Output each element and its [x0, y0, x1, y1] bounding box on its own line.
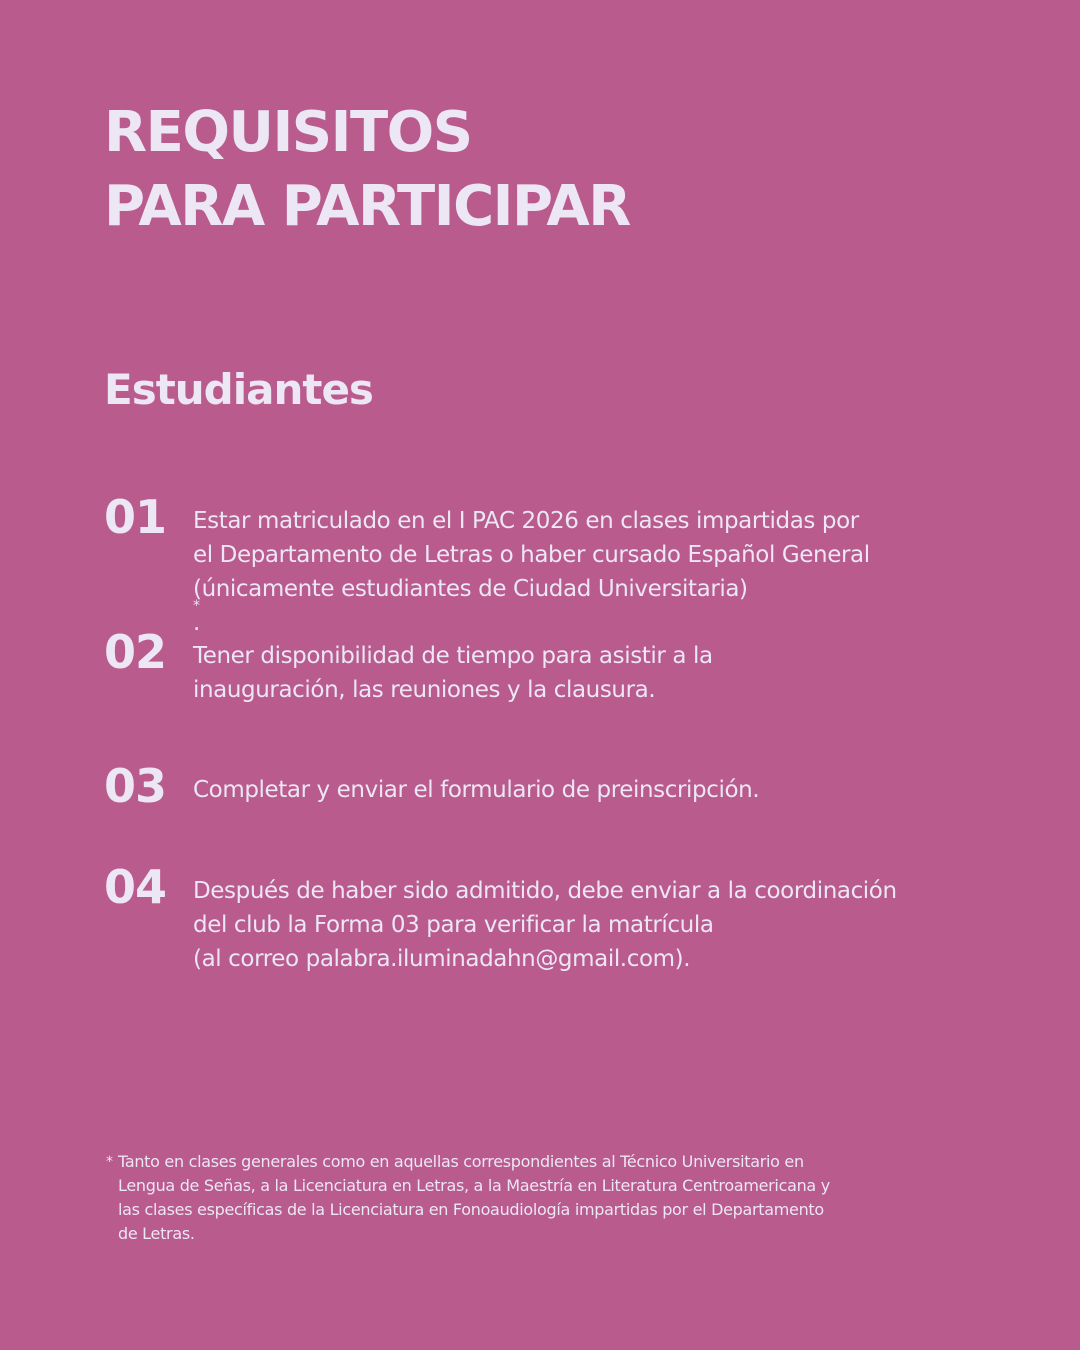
requirement-number: 02: [104, 625, 167, 679]
requirement-number: 04: [104, 860, 167, 914]
footnote-text: [118, 1150, 830, 1246]
requirement-line-end: .: [193, 610, 200, 636]
requirement-line: del club la Forma 03 para verificar la matrícula: [193, 912, 714, 938]
page-title: [104, 96, 630, 244]
page-title-line-2: PARA PARTICIPAR: [104, 174, 630, 239]
requirement-number: 03: [104, 759, 167, 813]
requirement-line: Después de haber sido admitido, debe enviar a la coordinación: [193, 878, 897, 904]
requirement-line: (al correo palabra.iluminadahn@gmail.com).: [193, 946, 691, 972]
requirement-text: [193, 874, 1008, 976]
requirement-line: el Departamento de Letras o haber cursado Español General: [193, 542, 870, 568]
requirement-text: [193, 773, 1008, 807]
requirement-text: [193, 504, 1008, 640]
requirement-line: Completar y enviar el formulario de preinscripción.: [193, 777, 760, 803]
requirement-text: [193, 639, 1008, 707]
footnote-line: de Letras.: [118, 1224, 195, 1243]
page-title-line-1: REQUISITOS: [104, 100, 472, 165]
requirement-line: inauguración, las reuniones y la clausura.: [193, 677, 656, 703]
footnote-marker: *: [106, 1154, 113, 1170]
requirement-line-last: (únicamente estudiantes de Ciudad Universitaria) * .: [193, 576, 748, 636]
footnote-line: Lengua de Señas, a la Licenciatura en Letras, a la Maestría en Literatura Centroamericana y: [118, 1176, 830, 1195]
requirement-number: 01: [104, 490, 167, 544]
footnote-line: Tanto en clases generales como en aquellas correspondientes al Técnico Universitario en: [118, 1152, 804, 1171]
footnote-line: las clases específicas de la Licenciatura en Fonoaudiología impartidas por el Departamento: [118, 1200, 824, 1219]
requirement-line: Estar matriculado en el I PAC 2026 en clases impartidas por: [193, 508, 859, 534]
requirement-line: Tener disponibilidad de tiempo para asistir a la: [193, 643, 713, 669]
section-heading: Estudiantes: [104, 365, 373, 414]
requirement-line-text: (únicamente estudiantes de Ciudad Universitaria): [193, 576, 748, 602]
